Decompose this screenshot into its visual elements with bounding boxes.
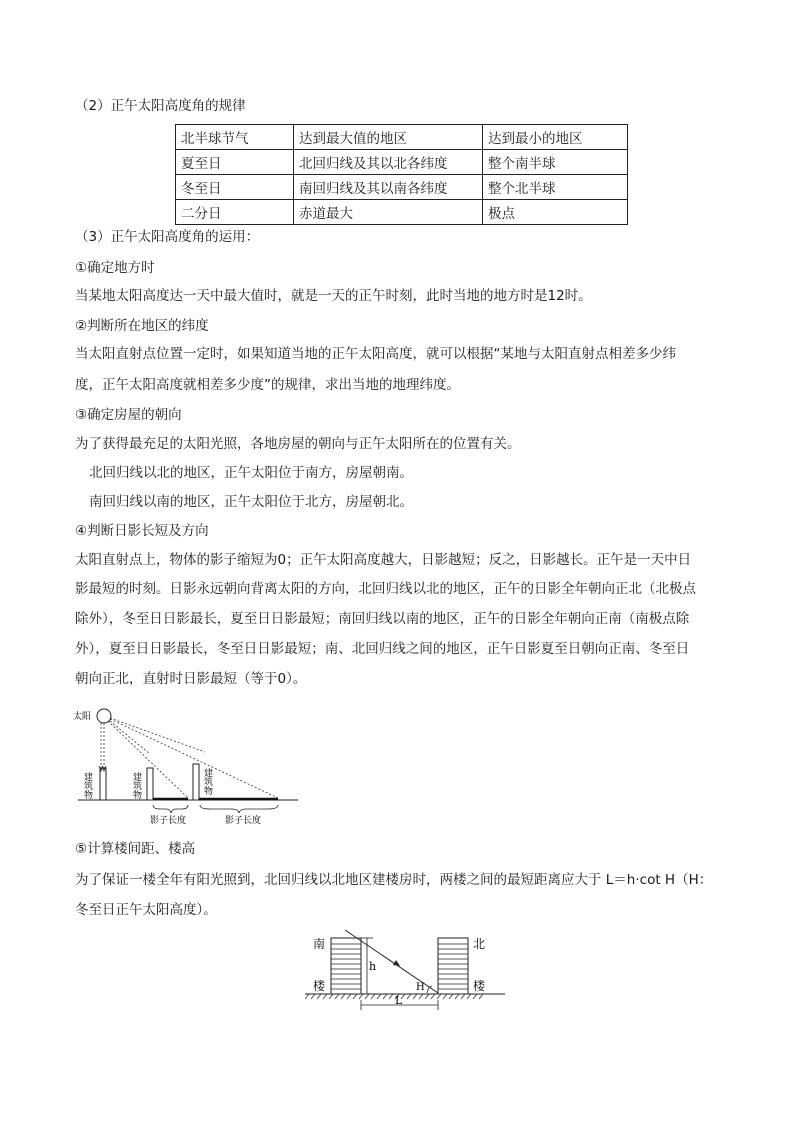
item2-line1: 当太阳直射点位置一定时，如果知道当地的正午太阳高度，就可以根据“某地与太阳直射点相差多少纬	[75, 346, 676, 362]
section3-heading: （3）正午太阳高度角的运用：	[75, 229, 260, 245]
item5-title: ⑤计算楼间距、楼高	[75, 841, 196, 857]
item3-title: ③确定房屋的朝向	[75, 407, 182, 423]
shadow-label-1: 影子长度	[150, 816, 187, 826]
building-label-2: 建筑物	[131, 772, 141, 799]
item4-line3: 除外），冬至日日影最长，夏至日日影最短；南回归线以南的地区，正午的日影全年朝向正南（南极点除	[75, 611, 690, 627]
table-row	[176, 150, 628, 175]
item1-title: ①确定地方时	[75, 260, 155, 276]
table-cell: 夏至日	[176, 150, 294, 175]
item1-text: 当某地太阳高度达一天中最大值时，就是一天的正午时刻，此时当地的地方时是12时。	[75, 288, 592, 304]
table-cell: 南回归线及其以南各纬度	[294, 175, 483, 200]
height-label: h	[369, 960, 377, 973]
table-cell: 极点	[483, 200, 628, 225]
building-label-1: 建筑物	[82, 772, 92, 799]
table-header-row	[176, 125, 628, 150]
sun-label: 太阳	[73, 712, 92, 722]
item4-title: ④判断日影长短及方向	[75, 523, 209, 539]
north-building-label-top: 北	[473, 937, 486, 951]
table-header-cell: 北半球节气	[176, 125, 294, 150]
building-spacing-figure	[305, 928, 505, 1020]
south-building-label-top: 南	[313, 937, 326, 951]
item4-line5: 朝向正北，直射时日影最短（等于0）。	[75, 671, 307, 687]
north-building-label-bottom: 楼	[473, 979, 486, 993]
solar-altitude-table	[175, 124, 628, 225]
item5-line1: 为了保证一楼全年有阳光照到，北回归线以北地区建楼房时，两楼之间的最短距离应大于 L＝h·cot H（H：	[75, 872, 713, 888]
table-cell: 二分日	[176, 200, 294, 225]
table-cell: 整个南半球	[483, 150, 628, 175]
distance-label: L	[395, 994, 403, 1007]
table-cell: 冬至日	[176, 175, 294, 200]
section2-heading: （2）正午太阳高度角的规律	[75, 98, 246, 114]
building-label-3: 建筑物	[202, 768, 212, 795]
shadow-label-2: 影子长度	[225, 816, 262, 826]
sun-icon	[97, 709, 111, 723]
item4-line2: 影最短的时刻。日影永远朝向背离太阳的方向，北回归线以北的地区，正午的日影全年朝向正北（北极点	[75, 581, 696, 597]
table-header-cell: 达到最大值的地区	[294, 125, 483, 150]
item4-line4: 外），夏至日日影最长，冬至日日影最短；南、北回归线之间的地区，正午日影夏至日朝向正南、冬至日	[75, 641, 690, 657]
shadow-length-figure	[70, 702, 300, 827]
item3-south: 南回归线以南的地区，正午太阳位于北方，房屋朝北。	[89, 494, 413, 510]
item2-line2: 度，正午太阳高度就相差多少度”的规律，求出当地的地理纬度。	[75, 377, 460, 393]
south-building-label-bottom: 楼	[313, 979, 326, 993]
table-cell: 赤道最大	[294, 200, 483, 225]
item4-line1: 太阳直射点上，物体的影子缩短为0；正午太阳高度越大，日影越短；反之，日影越长。正午是一天中日	[75, 552, 692, 568]
item5-line2: 冬至日正午太阳高度）。	[75, 902, 217, 918]
item3-text: 为了获得最充足的太阳光照，各地房屋的朝向与正午太阳所在的位置有关。	[75, 436, 521, 452]
table-header-cell: 达到最小的地区	[483, 125, 628, 150]
item3-north: 北回归线以北的地区，正午太阳位于南方，房屋朝南。	[89, 465, 413, 481]
table-row	[176, 200, 628, 225]
table-row	[176, 175, 628, 200]
table-cell: 整个北半球	[483, 175, 628, 200]
angle-label: H	[416, 982, 425, 993]
table-cell: 北回归线及其以北各纬度	[294, 150, 483, 175]
item2-title: ②判断所在地区的纬度	[75, 318, 209, 334]
